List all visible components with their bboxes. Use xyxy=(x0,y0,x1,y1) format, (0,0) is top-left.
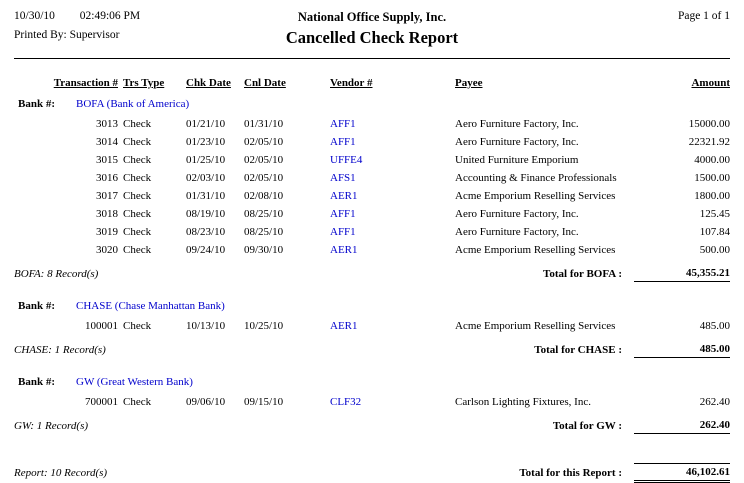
check-amount: 22321.92 xyxy=(688,136,730,148)
check-row xyxy=(14,317,730,335)
check-amount: 4000.00 xyxy=(694,154,730,166)
chk-date: 01/25/10 xyxy=(186,154,226,166)
trs-type: Check xyxy=(123,118,152,130)
payee-name: Acme Emporium Reselling Services xyxy=(455,244,616,256)
bank-number-label: Bank #: xyxy=(18,300,55,312)
trs-type: Check xyxy=(123,190,152,202)
bank-section xyxy=(14,95,730,285)
transaction-number: 3016 xyxy=(96,172,118,184)
check-amount: 125.45 xyxy=(699,208,730,220)
payee-name: Acme Emporium Reselling Services xyxy=(455,320,616,332)
bank-total-line xyxy=(14,415,730,437)
cnl-date: 02/08/10 xyxy=(244,190,284,202)
bank-name-link[interactable]: GW (Great Western Bank) xyxy=(76,376,193,388)
vendor-code-link[interactable]: AFF1 xyxy=(330,226,356,238)
bank-total-amount: 45,355.21 xyxy=(634,267,730,282)
bank-line xyxy=(14,297,730,315)
col-cnl-date: Cnl Date xyxy=(244,77,286,89)
vendor-code-link[interactable]: AFF1 xyxy=(330,118,356,130)
check-row xyxy=(14,205,730,223)
vendor-code-link[interactable]: AER1 xyxy=(330,320,358,332)
bank-record-count: GW: 1 Record(s) xyxy=(14,420,89,432)
transaction-number: 3015 xyxy=(96,154,118,166)
report-total-amount: 46,102.61 xyxy=(634,463,730,483)
cnl-date: 10/25/10 xyxy=(244,320,284,332)
payee-name: Acme Emporium Reselling Services xyxy=(455,190,616,202)
bank-number-label: Bank #: xyxy=(18,98,55,110)
check-row xyxy=(14,151,730,169)
page-number: Page 1 of 1 xyxy=(677,10,730,22)
bank-total-amount: 262.40 xyxy=(634,419,730,434)
trs-type: Check xyxy=(123,172,152,184)
bank-line xyxy=(14,95,730,113)
chk-date: 01/31/10 xyxy=(186,190,226,202)
report-header xyxy=(14,10,730,56)
transaction-number: 100001 xyxy=(85,320,118,332)
printed-by: Printed By: Supervisor xyxy=(14,29,120,41)
check-row xyxy=(14,187,730,205)
check-row xyxy=(14,241,730,259)
chk-date: 02/03/10 xyxy=(186,172,226,184)
chk-date: 01/21/10 xyxy=(186,118,226,130)
print-time: 02:49:06 PM xyxy=(79,10,141,22)
trs-type: Check xyxy=(123,208,152,220)
header-divider xyxy=(14,58,730,59)
header-center xyxy=(14,10,730,48)
payee-name: Aero Furniture Factory, Inc. xyxy=(455,118,579,130)
bank-total-amount: 485.00 xyxy=(634,343,730,358)
report-total-line xyxy=(14,463,730,483)
payee-name: Aero Furniture Factory, Inc. xyxy=(455,136,579,148)
vendor-code-link[interactable]: CLF32 xyxy=(330,396,362,408)
cnl-date: 09/30/10 xyxy=(244,244,284,256)
payee-name: United Furniture Emporium xyxy=(455,154,579,166)
bank-sections xyxy=(14,95,730,437)
col-trs-type: Trs Type xyxy=(123,77,165,89)
cnl-date: 02/05/10 xyxy=(244,136,284,148)
company-name: National Office Supply, Inc. xyxy=(297,10,447,24)
report-total-label: Total for this Report : xyxy=(519,467,622,479)
col-transaction: Transaction # xyxy=(53,77,118,89)
chk-date: 09/24/10 xyxy=(186,244,226,256)
check-amount: 1500.00 xyxy=(694,172,730,184)
bank-total-line xyxy=(14,263,730,285)
transaction-number: 3020 xyxy=(96,244,118,256)
check-row xyxy=(14,133,730,151)
cnl-date: 08/25/10 xyxy=(244,226,284,238)
payee-name: Accounting & Finance Professionals xyxy=(455,172,617,184)
check-row xyxy=(14,169,730,187)
bank-total-line xyxy=(14,339,730,361)
trs-type: Check xyxy=(123,320,152,332)
payee-name: Aero Furniture Factory, Inc. xyxy=(455,208,579,220)
trs-type: Check xyxy=(123,154,152,166)
check-amount: 1800.00 xyxy=(694,190,730,202)
check-amount: 500.00 xyxy=(699,244,730,256)
transaction-number: 3018 xyxy=(96,208,118,220)
vendor-code-link[interactable]: AFF1 xyxy=(330,136,356,148)
print-date: 10/30/10 xyxy=(14,10,55,22)
transaction-number: 700001 xyxy=(85,396,118,408)
trs-type: Check xyxy=(123,136,152,148)
bank-name-link[interactable]: BOFA (Bank of America) xyxy=(76,98,190,110)
report-title: Cancelled Check Report xyxy=(285,28,459,47)
cnl-date: 01/31/10 xyxy=(244,118,284,130)
trs-type: Check xyxy=(123,396,152,408)
check-amount: 15000.00 xyxy=(688,118,730,130)
transaction-number: 3014 xyxy=(96,136,118,148)
trs-type: Check xyxy=(123,244,152,256)
bank-section xyxy=(14,297,730,361)
transaction-number: 3019 xyxy=(96,226,118,238)
check-amount: 262.40 xyxy=(699,396,730,408)
bank-total-label: Total for BOFA : xyxy=(543,268,622,280)
payee-name: Aero Furniture Factory, Inc. xyxy=(455,226,579,238)
cnl-date: 02/05/10 xyxy=(244,172,284,184)
chk-date: 08/19/10 xyxy=(186,208,226,220)
check-amount: 107.84 xyxy=(699,226,730,238)
check-row xyxy=(14,393,730,411)
cnl-date: 08/25/10 xyxy=(244,208,284,220)
col-amount: Amount xyxy=(691,77,730,89)
col-vendor: Vendor # xyxy=(330,77,373,89)
chk-date: 10/13/10 xyxy=(186,320,226,332)
check-amount: 485.00 xyxy=(699,320,730,332)
bank-total-label: Total for CHASE : xyxy=(534,344,622,356)
bank-record-count: BOFA: 8 Record(s) xyxy=(14,268,99,280)
col-chk-date: Chk Date xyxy=(186,77,231,89)
vendor-code-link[interactable]: AER1 xyxy=(330,244,358,256)
chk-date: 08/23/10 xyxy=(186,226,226,238)
bank-record-count: CHASE: 1 Record(s) xyxy=(14,344,106,356)
check-row xyxy=(14,223,730,241)
vendor-code-link[interactable]: AFS1 xyxy=(330,172,356,184)
chk-date: 01/23/10 xyxy=(186,136,226,148)
report-record-count: Report: 10 Record(s) xyxy=(14,467,108,479)
vendor-code-link[interactable]: AER1 xyxy=(330,190,358,202)
vendor-code-link[interactable]: UFFE4 xyxy=(330,154,363,166)
payee-name: Carlson Lighting Fixtures, Inc. xyxy=(455,396,591,408)
cnl-date: 02/05/10 xyxy=(244,154,284,166)
bank-number-label: Bank #: xyxy=(18,376,55,388)
column-header-row xyxy=(14,73,730,93)
transaction-number: 3013 xyxy=(96,118,118,130)
transaction-number: 3017 xyxy=(96,190,118,202)
trs-type: Check xyxy=(123,226,152,238)
vendor-code-link[interactable]: AFF1 xyxy=(330,208,356,220)
check-row xyxy=(14,115,730,133)
chk-date: 09/06/10 xyxy=(186,396,226,408)
bank-section xyxy=(14,373,730,437)
bank-name-link[interactable]: CHASE (Chase Manhattan Bank) xyxy=(76,300,225,312)
bank-total-label: Total for GW : xyxy=(552,420,622,432)
bank-line xyxy=(14,373,730,391)
col-payee: Payee xyxy=(455,77,483,89)
cnl-date: 09/15/10 xyxy=(244,396,284,408)
